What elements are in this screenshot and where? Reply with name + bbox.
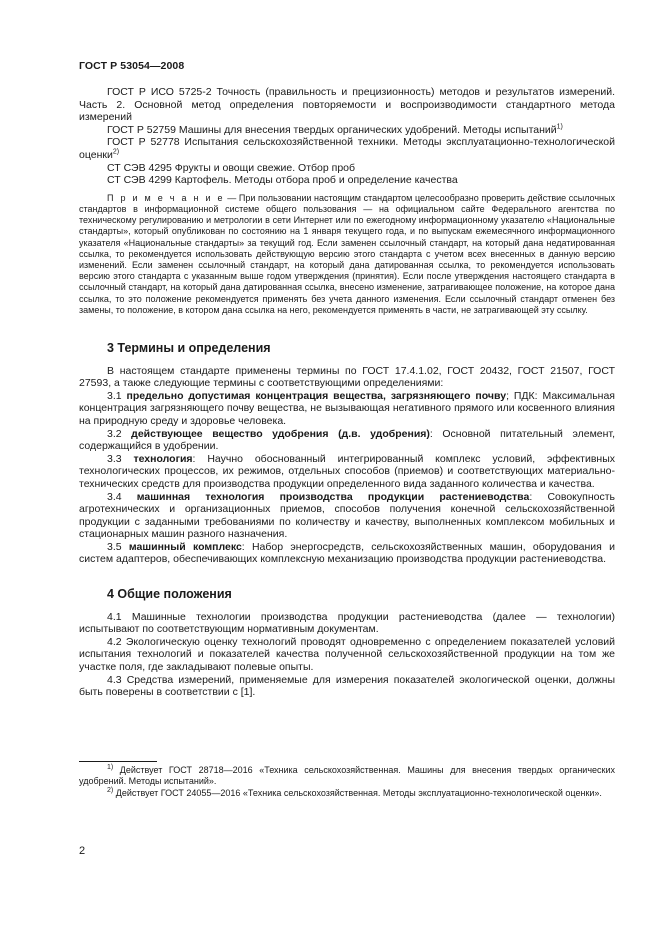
section-paragraph: 4.1 Машинные технологии производства продукции растениеводства (далее — технологии) испытывают по соответствующим нормативным документам. xyxy=(79,610,615,636)
footnotes xyxy=(79,765,615,800)
footnote: $^{1)}$ Действует ГОСТ 28718—2016 «Техника сельскохозяйственная. Машины для внесения твердых органических удобрений. Методы испытаний». xyxy=(79,764,615,786)
footnote-marker: 1) xyxy=(107,764,114,771)
section-heading: 4 Общие положения xyxy=(107,587,232,602)
term-name: машинный комплекс xyxy=(128,540,242,553)
section-paragraph: 4.3 Средства измерений, применяемые для измерения показателей экологической оценки, должны быть поверены в соответствии с [1]. xyxy=(79,673,615,699)
note-paragraph: П р и м е ч а н и е — При пользовании настоящим стандартом целесообразно проверить действие ссылочных стандартов в информационной системе общего пользования — на официальном сайте Федерального агентства по техническому регулированию и метрологии в сети Интернет или по ежегодному информационному указателю «Национальные стандарты», который опубликован по состоянию на 1 января текущего года, и по выпускам ежемесячного информационного указателя «Национальные стандарты» за текущий год. Если заменен ссылочный стандарт, на который дана недатированная ссылка, то рекомендуется использовать действующую версию этого стандарта с учетом всех внесенных в данную версию изменений. Если заменен ссылочный стандарт, на который дана датированная ссылка, то рекомендуется использовать версию этого стандарта с указанным выше годом утверждения (принятия). Если после утверждения настоящего стандарта в ссылочный стандарт, на который дана датированная ссылка, внесено изменение, затрагивающее положение, на которое дана ссылка, то это положение рекомендуется применять без учета данного изменения. Если ссылочный стандарт отменен без замены, то положение, в котором дана ссылка на него, рекомендуется применять в части, не затрагивающей эту ссылку. xyxy=(79,192,615,315)
term-name: действующее вещество удобрения (д.в. удобрения) xyxy=(131,427,430,440)
footnote: $^{2)}$ Действует ГОСТ 24055—2016 «Техника сельскохозяйственная. Методы эксплуатационно-технологической оценки». xyxy=(107,787,602,798)
term-definition: 3.3 технология: Научно обоснованный интегрированный комплекс условий, эффективных технологических процессов, их режимов, отдельных способов (приемов) и соответствующих материально-технических средств для производства продукции определенного вида заданного количества и качества. xyxy=(79,452,616,490)
page-number: 2 xyxy=(79,845,86,857)
reference-item: СТ СЭВ 4299 Картофель. Методы отбора проб и определение качества xyxy=(107,174,458,187)
term-definition: 3.1 предельно допустимая концентрация вещества, загрязняющего почву; ПДК: Максимальная концентрация загрязняющего почву вещества, не вызывающая негативного прямого или косвенного влияния на природную среду и здоровье человека. xyxy=(79,389,615,427)
section-paragraph: 4.2 Экологическую оценку технологий проводят одновременно с определением показателей условий испытания технологий и показателей качества полученной сельскохозяйственной продукции на том же участке поля, где закладывают полевые опыты. xyxy=(79,635,615,674)
term-name: технология xyxy=(133,452,193,465)
reference-item: ГОСТ Р ИСО 5725-2 Точность (правильность и прецизионность) методов и результатов измерений. Часть 2. Основной метод определения повторяемости и воспроизводимости стандартного метода измерений xyxy=(79,86,615,124)
term-definition: 3.5 машинный комплекс: Набор энергосредств, сельскохозяйственных машин, оборудования и систем адаптеров, обеспечивающих комплексную механизацию производства продукции растениеводства. xyxy=(79,540,616,566)
section-intro: В настоящем стандарте применены термины по ГОСТ 17.4.1.02, ГОСТ 20432, ГОСТ 21507, ГОСТ 27593, а также следующие термины с соответствующими определениями: xyxy=(79,364,615,390)
footnote-divider xyxy=(79,761,157,762)
reference-item: СТ СЭВ 4295 Фрукты и овощи свежие. Отбор проб xyxy=(107,161,356,174)
term-name: предельно допустимая концентрация вещества, загрязняющего почву xyxy=(126,389,507,402)
footnote-marker: 2) xyxy=(112,148,120,156)
document-header: ГОСТ Р 53054—2008 xyxy=(79,60,185,72)
term-definition: 3.4 машинная технология производства продукции растениеводства: Совокупность агротехнических и организационных приемов, способов получения конечной сельскохозяйственной продукции с заданными требованиями по количеству и качеству, выполненных комплексом мобильных и стационарных машин разного назначения. xyxy=(79,490,615,541)
section-heading: 3 Термины и определения xyxy=(107,340,271,355)
term-definition: 3.2 действующее вещество удобрения (д.в. удобрения): Основной питательный элемент, содержащийся в удобрении. xyxy=(79,427,615,453)
reference-item: ГОСТ Р 52759 Машины для внесения твердых органических удобрений. Методы испытаний$^{1)}$ xyxy=(107,123,563,136)
footnote-marker: 1) xyxy=(556,123,563,131)
note-label: П р и м е ч а н и е xyxy=(107,192,225,203)
document-body xyxy=(79,86,615,699)
footnote-marker: 2) xyxy=(107,787,114,794)
reference-item: ГОСТ Р 52778 Испытания сельскохозяйственной техники. Методы эксплуатационно-технологической оценки$^{2)}$ xyxy=(79,136,615,161)
term-name: машинная технология производства продукции растениеводства xyxy=(136,490,530,503)
